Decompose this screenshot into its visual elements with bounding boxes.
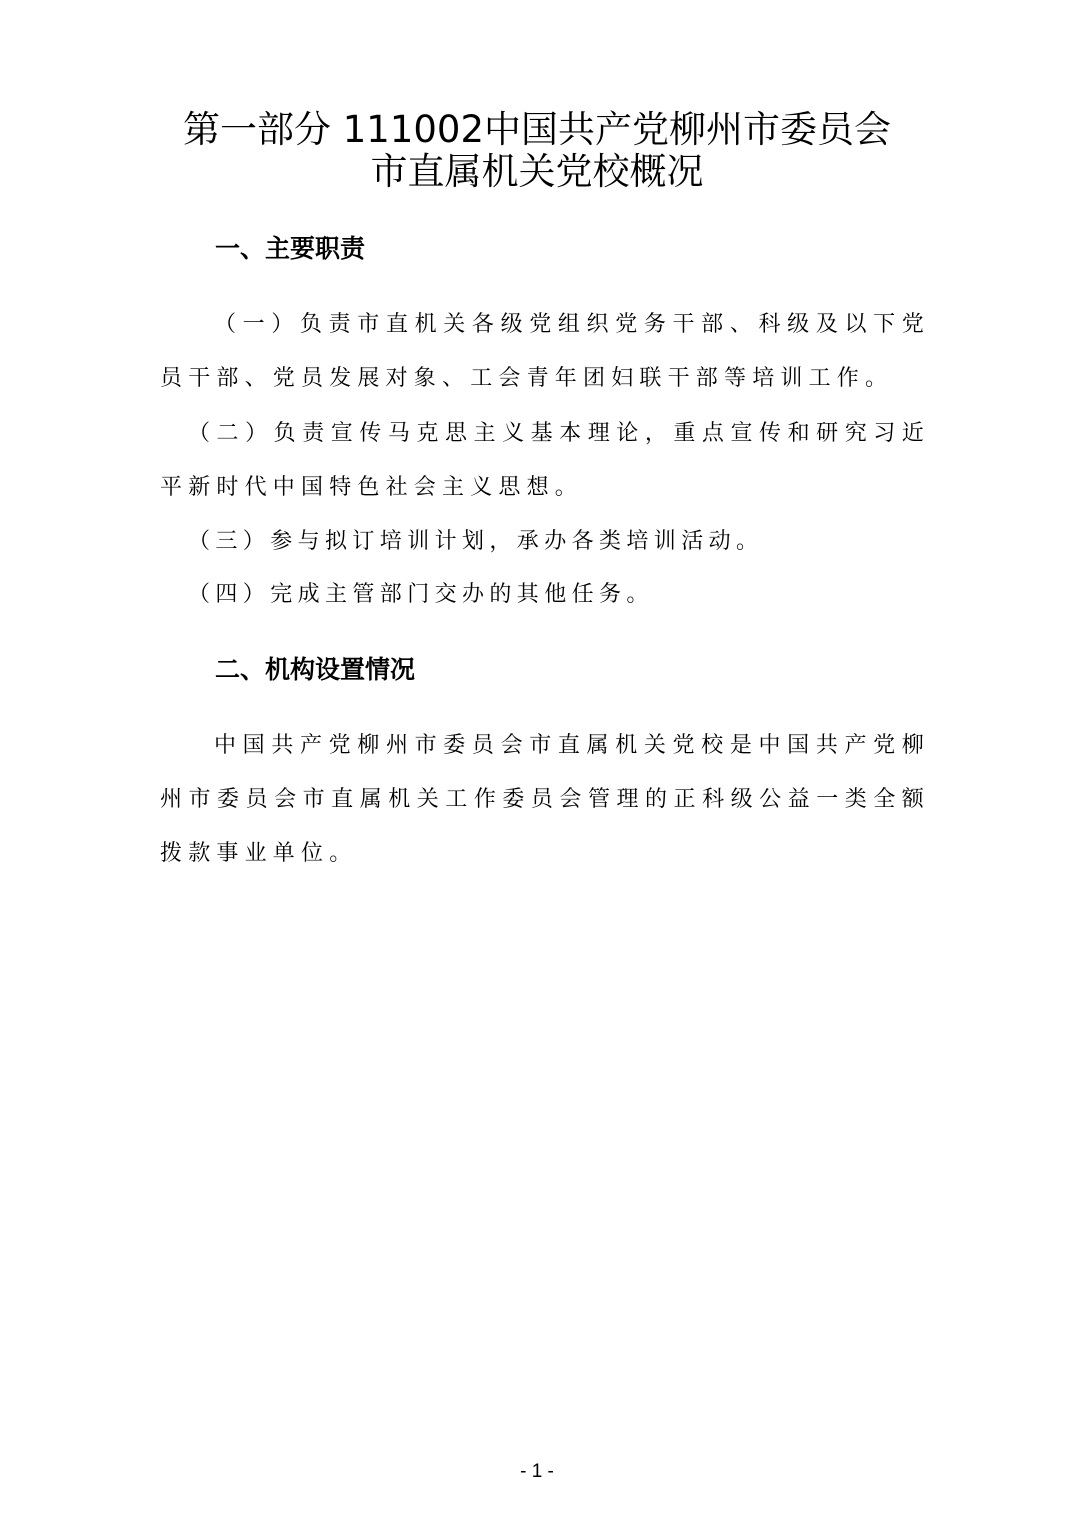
organization-paragraph: 中国共产党柳州市委员会市直属机关党校是中国共产党柳州市委员会市直属机关工作委员会管理的正科级公益一类全额拨款事业单位。 [160,733,930,866]
duty-item-1: （一）负责市直机关各级党组织党务干部、科级及以下党员干部、党员发展对象、工会青年团妇联干部等培训工作。 [160,312,930,391]
page-title-line-1: 第一部分 111002中国共产党柳州市委员会 [182,108,891,151]
duty-item-3: （三）参与拟订培训计划，承办各类培训活动。 [188,529,764,554]
section-heading-main-duties: 一、主要职责 [215,234,366,263]
page-number: - 1 - [520,1461,554,1482]
duty-item-4: （四）完成主管部门交办的其他任务。 [188,582,654,607]
page-title-line-2: 市直属机关党校概况 [370,150,704,193]
section-heading-organization: 二、机构设置情况 [215,655,416,684]
duty-item-2: （二）负责宣传马克思主义基本理论，重点宣传和研究习近平新时代中国特色社会主义思想。 [160,421,930,500]
